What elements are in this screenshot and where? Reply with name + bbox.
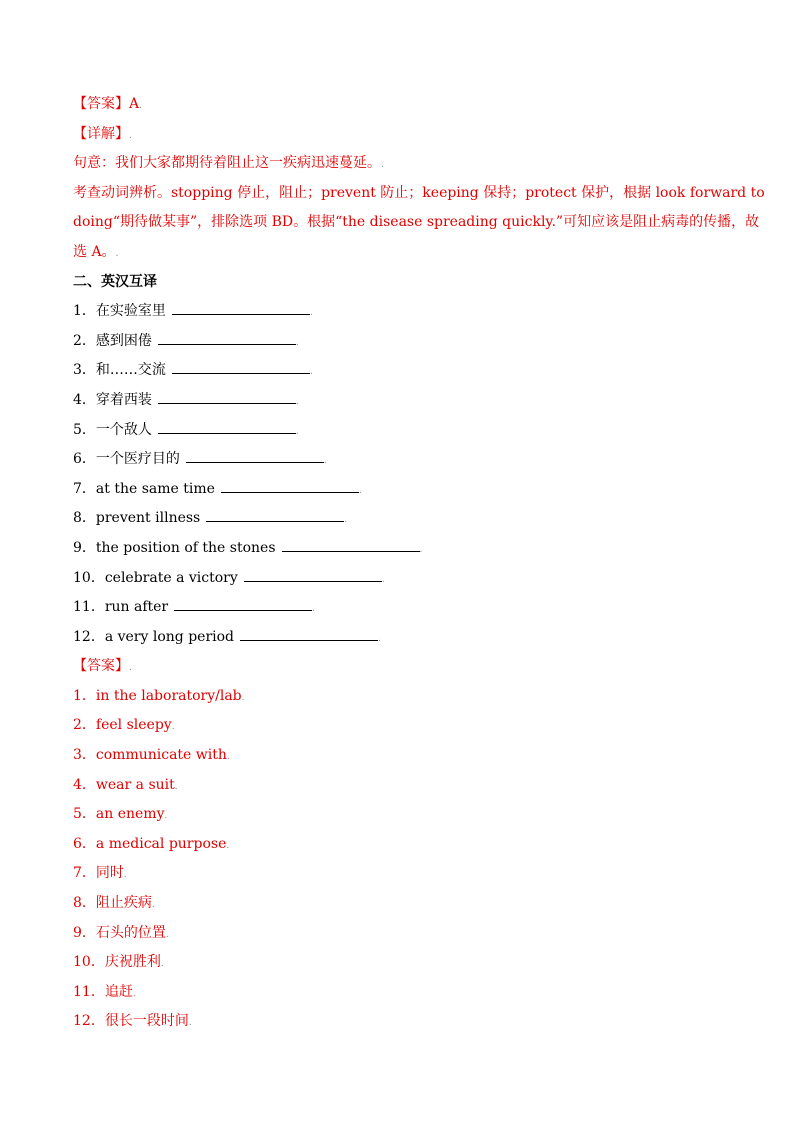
question-item: 4．穿着西装 . (73, 386, 733, 416)
answer-item: 9．石头的位置. (73, 924, 169, 941)
analysis-line-3: 选 A。. (73, 243, 119, 260)
question-list (73, 297, 733, 652)
document-page (73, 90, 765, 1037)
detail-label: 【详解】. (73, 125, 132, 142)
answer-blank[interactable] (240, 626, 378, 641)
answer-item: 8．阻止疾病. (73, 895, 155, 912)
answer-item: 4．wear a suit. (73, 776, 178, 793)
answer-item: 11．追赶. (73, 983, 136, 1000)
answer-blank[interactable] (172, 300, 310, 315)
question-item: 1．在实验室里 . (73, 297, 733, 327)
answer-blank[interactable] (244, 567, 382, 582)
analysis-line-1: 考查动词辨析。stopping 停止，阻止；prevent 防止；keeping 保持；protect 保护，根据 look forward to (73, 184, 765, 201)
answer-blank[interactable] (174, 596, 312, 611)
sentence-meaning: 句意：我们大家都期待着阻止这一疾病迅速蔓延。. (73, 155, 384, 172)
question-item: 5．一个敌人 . (73, 416, 733, 446)
answer-label: 【答案】. (73, 658, 132, 675)
question-item: 11．run after . (73, 593, 733, 623)
answer-item: 5．an enemy. (73, 806, 168, 823)
question-item: 9．the position of the stones . (73, 534, 733, 564)
answer-line: 【答案】A. (73, 96, 142, 112)
answer-item: 12．很长一段时间. (73, 1013, 192, 1030)
answer-blank[interactable] (186, 448, 324, 463)
question-item: 3．和……交流 . (73, 356, 733, 386)
answer-blank[interactable] (158, 389, 296, 404)
answer-blank[interactable] (221, 478, 359, 493)
answer-item: 10．庆祝胜利. (73, 954, 164, 971)
section-title: 二、英汉互译 (73, 273, 157, 290)
question-item: 6．一个医疗目的 . (73, 445, 733, 475)
answer-blank[interactable] (158, 330, 296, 345)
answer-blank[interactable] (172, 359, 310, 374)
answer-item: 6．a medical purpose. (73, 835, 230, 852)
question-item: 12．a very long period . (73, 623, 733, 653)
answer-blank[interactable] (206, 507, 344, 522)
answer-list (73, 682, 733, 1037)
answer-blank[interactable] (158, 419, 296, 434)
question-item: 8．prevent illness . (73, 504, 733, 534)
answer-item: 7．同时. (73, 865, 127, 882)
question-item: 2．感到困倦 . (73, 327, 733, 357)
analysis-line-2: doing“期待做某事”，排除选项 BD。根据“the disease spreading quickly.”可知应该是阻止病毒的传播，故 (73, 214, 760, 231)
answer-item: 1．in the laboratory/lab. (73, 687, 245, 704)
answer-item: 2．feel sleepy. (73, 717, 175, 734)
answer-blank[interactable] (282, 537, 420, 552)
question-item: 7．at the same time . (73, 475, 733, 505)
answer-item: 3．communicate with. (73, 747, 230, 764)
question-item: 10．celebrate a victory . (73, 564, 733, 594)
